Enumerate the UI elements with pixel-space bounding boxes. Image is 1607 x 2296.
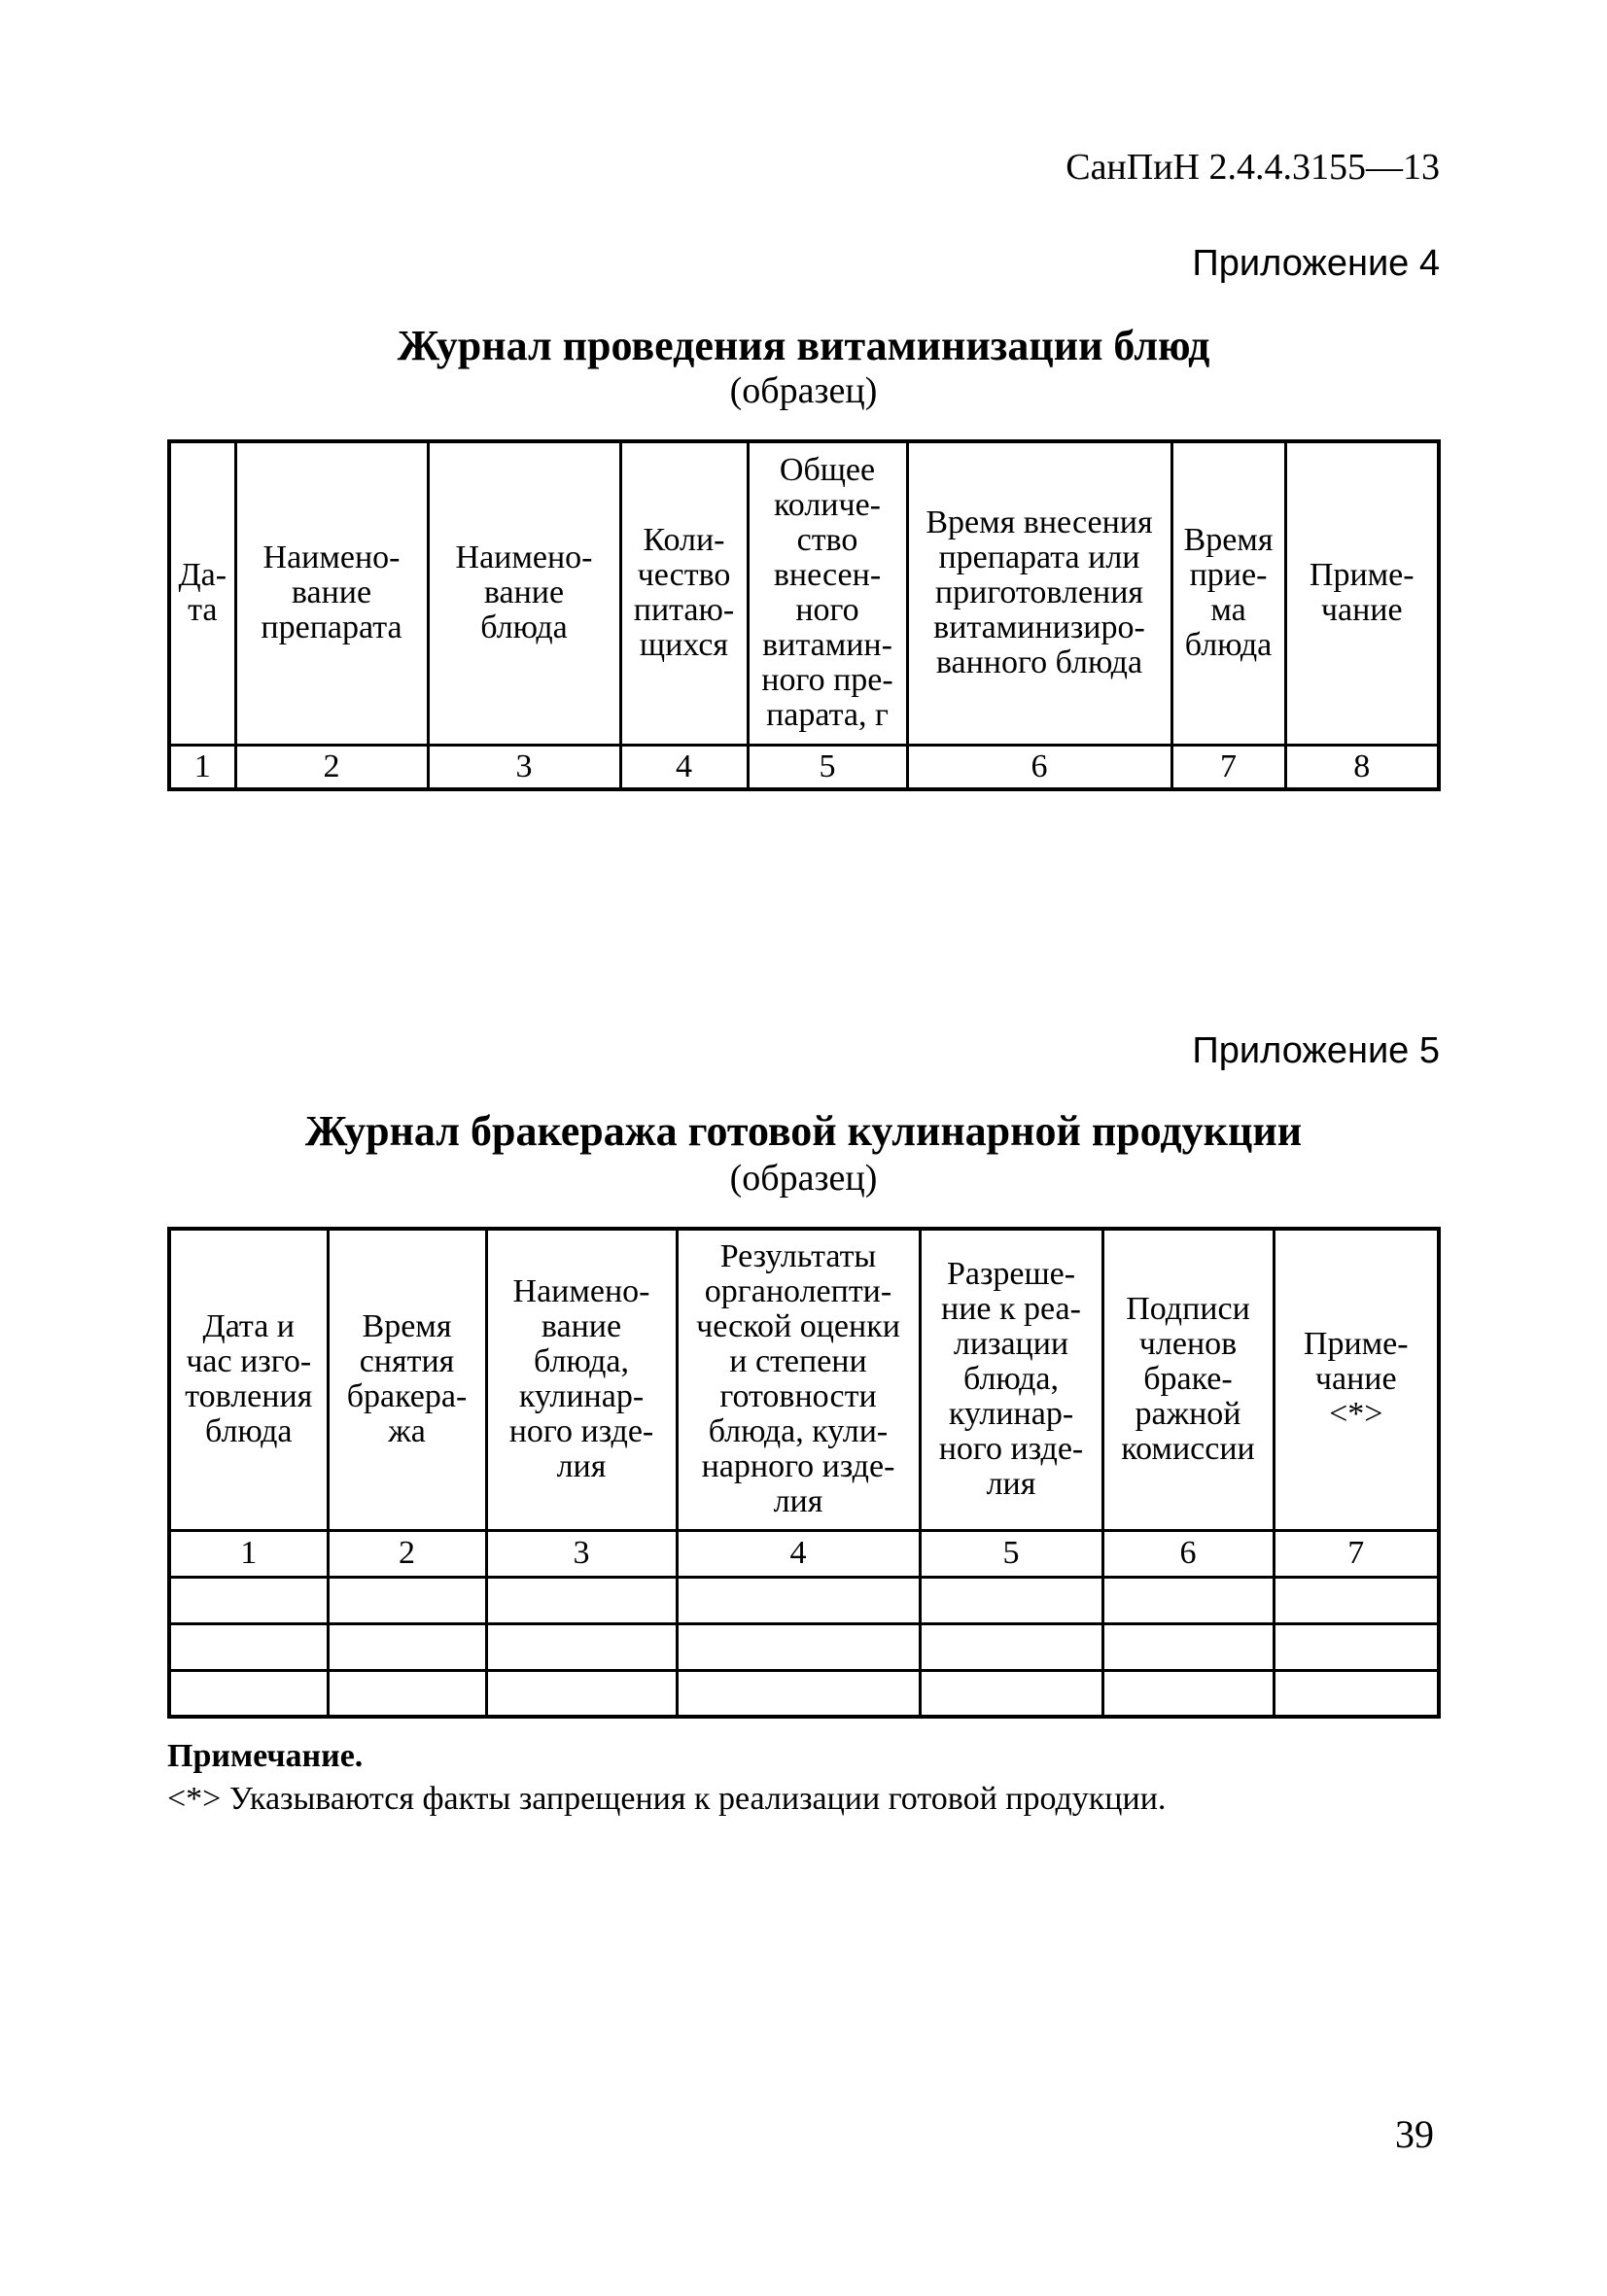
- column-header-note: Приме- чание: [1285, 441, 1439, 745]
- column-header-sale-permission: Разреше- ние к реа- лизации блюда, кулинар- ного изде- лия: [920, 1229, 1102, 1530]
- column-number: 3: [486, 1530, 677, 1577]
- column-header-note: Приме- чание <*>: [1274, 1229, 1439, 1530]
- column-header-dish-name: Наимено- вание блюда: [428, 441, 620, 745]
- column-header-removal-time: Время снятия бракера- жа: [328, 1229, 486, 1530]
- column-number-row: [169, 1530, 1439, 1577]
- empty-cell: [677, 1577, 920, 1623]
- empty-cell: [677, 1670, 920, 1717]
- empty-cell: [486, 1670, 677, 1717]
- column-number: 3: [428, 745, 620, 789]
- column-number: 5: [920, 1530, 1102, 1577]
- page-number: 39: [1395, 2112, 1434, 2156]
- empty-table-row: [169, 1670, 1439, 1717]
- column-number: 2: [328, 1530, 486, 1577]
- column-header-evaluation-results: Результаты органолепти- ческой оценки и степени готовности блюда, кули- нарного изде- лия: [677, 1229, 920, 1530]
- column-number: 8: [1285, 745, 1439, 789]
- appendix-4-title: Журнал проведения витаминизации блюд: [397, 322, 1210, 369]
- column-number: 1: [169, 745, 235, 789]
- appendix-5-subtitle: (образец): [729, 1158, 878, 1199]
- empty-cell: [486, 1623, 677, 1670]
- column-number: 4: [677, 1530, 920, 1577]
- appendix-4-subtitle: (образец): [729, 370, 878, 411]
- document-code: СанПиН 2.4.4.3155—13: [1066, 147, 1440, 188]
- column-header-preparation-name: Наимено- вание препарата: [235, 441, 428, 745]
- empty-cell: [169, 1623, 328, 1670]
- note-title: Примечание.: [167, 1738, 364, 1774]
- column-header-vitamin-time: Время внесения препарата или приготовления витаминизиро- ванного блюда: [907, 441, 1171, 745]
- appendix-5-label: Приложение 5: [1192, 1030, 1440, 1071]
- empty-cell: [1274, 1670, 1439, 1717]
- rejection-journal-table: [167, 1227, 1441, 1719]
- column-header-production-datetime: Дата и час изго- товления блюда: [169, 1229, 328, 1530]
- column-header-dish-name: Наимено- вание блюда, кулинар- ного изде- лия: [486, 1229, 677, 1530]
- empty-cell: [920, 1623, 1102, 1670]
- column-number: 6: [907, 745, 1171, 789]
- empty-cell: [328, 1623, 486, 1670]
- empty-cell: [169, 1670, 328, 1717]
- column-header-commission-signatures: Подписи членов браке- ражной комиссии: [1102, 1229, 1274, 1530]
- empty-cell: [920, 1670, 1102, 1717]
- note-text: <*> Указываются факты запрещения к реализации готовой продукции.: [167, 1781, 1167, 1817]
- vitaminization-journal-table: [167, 439, 1441, 791]
- column-header-diners-count: Коли- чество питаю- щихся: [620, 441, 748, 745]
- empty-cell: [328, 1670, 486, 1717]
- column-number: 7: [1171, 745, 1285, 789]
- column-number: 2: [235, 745, 428, 789]
- column-header-vitamin-amount: Общее количе- ство внесен- ного витамин- ного пре- парата, г: [748, 441, 907, 745]
- empty-cell: [1274, 1577, 1439, 1623]
- empty-table-row: [169, 1577, 1439, 1623]
- appendix-5-title: Журнал бракеража готовой кулинарной продукции: [304, 1107, 1303, 1155]
- column-number: 1: [169, 1530, 328, 1577]
- empty-cell: [1102, 1670, 1274, 1717]
- empty-table-row: [169, 1623, 1439, 1670]
- column-number: 5: [748, 745, 907, 789]
- column-header-meal-time: Время прие- ма блюда: [1171, 441, 1285, 745]
- empty-cell: [328, 1577, 486, 1623]
- column-number: 7: [1274, 1530, 1439, 1577]
- column-header-date: Да- та: [169, 441, 235, 745]
- empty-cell: [169, 1577, 328, 1623]
- empty-cell: [1274, 1623, 1439, 1670]
- empty-cell: [677, 1623, 920, 1670]
- column-number: 6: [1102, 1530, 1274, 1577]
- table-header-row: [169, 1229, 1439, 1530]
- empty-cell: [920, 1577, 1102, 1623]
- empty-cell: [1102, 1623, 1274, 1670]
- column-number: 4: [620, 745, 748, 789]
- table-header-row: [169, 441, 1439, 745]
- column-number-row: [169, 745, 1439, 789]
- empty-cell: [1102, 1577, 1274, 1623]
- appendix-4-label: Приложение 4: [1192, 243, 1440, 284]
- empty-cell: [486, 1577, 677, 1623]
